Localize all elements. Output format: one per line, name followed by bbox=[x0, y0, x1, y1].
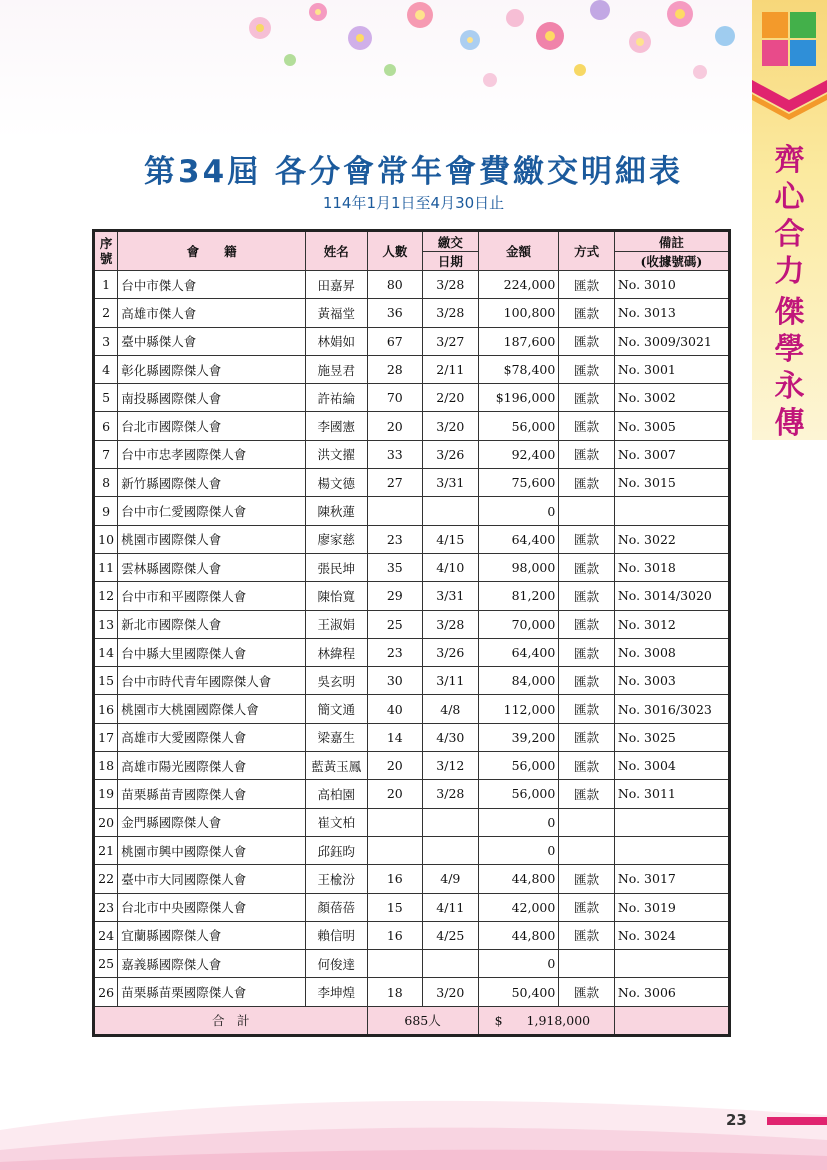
row-note: No. 3024 bbox=[614, 921, 729, 949]
row-seq: 21 bbox=[94, 836, 118, 864]
row-date: 4/8 bbox=[423, 695, 479, 723]
row-amount: 64,400 bbox=[478, 638, 559, 666]
row-note: No. 3001 bbox=[614, 355, 729, 383]
table-row bbox=[94, 440, 730, 468]
row-amount: 56,000 bbox=[478, 780, 559, 808]
table-row bbox=[94, 808, 730, 836]
row-date bbox=[423, 950, 479, 978]
row-date: 4/25 bbox=[423, 921, 479, 949]
row-method: 匯款 bbox=[559, 412, 615, 440]
row-count: 20 bbox=[367, 752, 423, 780]
row-amount: 75,600 bbox=[478, 469, 559, 497]
row-name: 崔文柏 bbox=[305, 808, 367, 836]
table-row bbox=[94, 582, 730, 610]
header-count: 人數 bbox=[367, 231, 423, 271]
row-method: 匯款 bbox=[559, 780, 615, 808]
row-seq: 12 bbox=[94, 582, 118, 610]
row-date: 2/11 bbox=[423, 355, 479, 383]
row-note bbox=[614, 950, 729, 978]
row-date bbox=[423, 836, 479, 864]
row-date: 3/26 bbox=[423, 440, 479, 468]
row-count: 29 bbox=[367, 582, 423, 610]
row-method bbox=[559, 836, 615, 864]
row-name: 楊文德 bbox=[305, 469, 367, 497]
row-count: 20 bbox=[367, 780, 423, 808]
slogan-char: 永 bbox=[774, 369, 805, 404]
row-chapter: 彰化縣國際傑人會 bbox=[118, 355, 306, 383]
row-note: No. 3010 bbox=[614, 271, 729, 299]
row-note: No. 3009/3021 bbox=[614, 327, 729, 355]
row-seq: 7 bbox=[94, 440, 118, 468]
row-count: 40 bbox=[367, 695, 423, 723]
table-row bbox=[94, 695, 730, 723]
total-note bbox=[614, 1006, 729, 1035]
row-count bbox=[367, 950, 423, 978]
row-amount: $78,400 bbox=[478, 355, 559, 383]
row-seq: 8 bbox=[94, 469, 118, 497]
row-date: 3/31 bbox=[423, 582, 479, 610]
row-note: No. 3013 bbox=[614, 299, 729, 327]
row-method: 匯款 bbox=[559, 752, 615, 780]
total-amount: 1,918,000 bbox=[526, 1012, 591, 1028]
row-name: 田嘉昇 bbox=[305, 271, 367, 299]
row-name: 施昱君 bbox=[305, 355, 367, 383]
row-date: 3/28 bbox=[423, 299, 479, 327]
table-row bbox=[94, 469, 730, 497]
row-note: No. 3017 bbox=[614, 865, 729, 893]
total-count: 685人 bbox=[367, 1006, 478, 1035]
table-row bbox=[94, 865, 730, 893]
row-name: 藍黃玉鳳 bbox=[305, 752, 367, 780]
row-method bbox=[559, 497, 615, 525]
row-count: 70 bbox=[367, 384, 423, 412]
row-name: 吳玄明 bbox=[305, 667, 367, 695]
row-chapter: 新北市國際傑人會 bbox=[118, 610, 306, 638]
row-count: 16 bbox=[367, 865, 423, 893]
row-method: 匯款 bbox=[559, 638, 615, 666]
row-name: 簡文通 bbox=[305, 695, 367, 723]
row-method: 匯款 bbox=[559, 695, 615, 723]
row-date: 3/11 bbox=[423, 667, 479, 695]
row-seq: 20 bbox=[94, 808, 118, 836]
row-chapter: 台中市傑人會 bbox=[118, 271, 306, 299]
row-count: 80 bbox=[367, 271, 423, 299]
total-amount-cell bbox=[478, 1006, 614, 1035]
row-note bbox=[614, 497, 729, 525]
row-date: 4/15 bbox=[423, 525, 479, 553]
row-amount: 39,200 bbox=[478, 723, 559, 751]
row-seq: 1 bbox=[94, 271, 118, 299]
row-note bbox=[614, 836, 729, 864]
row-method bbox=[559, 808, 615, 836]
row-method: 匯款 bbox=[559, 525, 615, 553]
row-amount: 224,000 bbox=[478, 271, 559, 299]
row-seq: 11 bbox=[94, 553, 118, 581]
row-note: No. 3006 bbox=[614, 978, 729, 1006]
header-name: 姓名 bbox=[305, 231, 367, 271]
row-count: 36 bbox=[367, 299, 423, 327]
row-note bbox=[614, 808, 729, 836]
row-seq: 26 bbox=[94, 978, 118, 1006]
header-paid-bottom: 日期 bbox=[423, 252, 479, 271]
row-seq: 18 bbox=[94, 752, 118, 780]
header-note-top: 備註 bbox=[614, 231, 729, 252]
row-date: 3/28 bbox=[423, 780, 479, 808]
total-currency: $ bbox=[494, 1012, 503, 1028]
row-date: 3/28 bbox=[423, 610, 479, 638]
row-chapter: 台北市國際傑人會 bbox=[118, 412, 306, 440]
row-note: No. 3007 bbox=[614, 440, 729, 468]
page-number: 23 bbox=[726, 1111, 747, 1129]
row-count: 23 bbox=[367, 638, 423, 666]
header-amount: 金額 bbox=[478, 231, 559, 271]
row-seq: 23 bbox=[94, 893, 118, 921]
table-row bbox=[94, 412, 730, 440]
row-date: 4/10 bbox=[423, 553, 479, 581]
row-chapter: 台中市忠孝國際傑人會 bbox=[118, 440, 306, 468]
row-count: 25 bbox=[367, 610, 423, 638]
row-seq: 9 bbox=[94, 497, 118, 525]
row-date: 4/11 bbox=[423, 893, 479, 921]
row-chapter: 苗栗縣苗青國際傑人會 bbox=[118, 780, 306, 808]
header-paid-top: 繳交 bbox=[423, 231, 479, 252]
row-name: 賴信明 bbox=[305, 921, 367, 949]
row-date: 4/9 bbox=[423, 865, 479, 893]
row-date bbox=[423, 497, 479, 525]
row-date bbox=[423, 808, 479, 836]
row-chapter: 臺中縣傑人會 bbox=[118, 327, 306, 355]
row-seq: 14 bbox=[94, 638, 118, 666]
table-row bbox=[94, 780, 730, 808]
row-chapter: 苗栗縣苗栗國際傑人會 bbox=[118, 978, 306, 1006]
slogan-char: 齊 bbox=[774, 143, 805, 178]
table-row bbox=[94, 723, 730, 751]
row-amount: 187,600 bbox=[478, 327, 559, 355]
row-method: 匯款 bbox=[559, 271, 615, 299]
row-date: 3/26 bbox=[423, 638, 479, 666]
row-chapter: 雲林縣國際傑人會 bbox=[118, 553, 306, 581]
row-seq: 6 bbox=[94, 412, 118, 440]
row-seq: 19 bbox=[94, 780, 118, 808]
row-date: 3/31 bbox=[423, 469, 479, 497]
row-chapter: 嘉義縣國際傑人會 bbox=[118, 950, 306, 978]
row-method: 匯款 bbox=[559, 921, 615, 949]
row-amount: 84,000 bbox=[478, 667, 559, 695]
row-name: 王楡汾 bbox=[305, 865, 367, 893]
row-name: 李坤煌 bbox=[305, 978, 367, 1006]
row-seq: 17 bbox=[94, 723, 118, 751]
row-count: 30 bbox=[367, 667, 423, 695]
table-row bbox=[94, 978, 730, 1006]
row-seq: 13 bbox=[94, 610, 118, 638]
header-note-bottom: (收據號碼) bbox=[614, 252, 729, 271]
row-count: 67 bbox=[367, 327, 423, 355]
row-chapter: 高雄市傑人會 bbox=[118, 299, 306, 327]
row-count bbox=[367, 808, 423, 836]
row-name: 邱鈺昀 bbox=[305, 836, 367, 864]
row-name: 顏蓓蓓 bbox=[305, 893, 367, 921]
row-name: 何俊達 bbox=[305, 950, 367, 978]
row-amount: 56,000 bbox=[478, 752, 559, 780]
row-seq: 3 bbox=[94, 327, 118, 355]
header-chapter: 會 籍 bbox=[118, 231, 306, 271]
row-amount: 0 bbox=[478, 836, 559, 864]
table-row bbox=[94, 836, 730, 864]
table-row bbox=[94, 638, 730, 666]
row-note: No. 3011 bbox=[614, 780, 729, 808]
row-amount: 100,800 bbox=[478, 299, 559, 327]
row-note: No. 3022 bbox=[614, 525, 729, 553]
row-amount: 56,000 bbox=[478, 412, 559, 440]
row-count: 27 bbox=[367, 469, 423, 497]
row-chapter: 宜蘭縣國際傑人會 bbox=[118, 921, 306, 949]
row-date: 3/20 bbox=[423, 412, 479, 440]
row-amount: 64,400 bbox=[478, 525, 559, 553]
row-amount: 42,000 bbox=[478, 893, 559, 921]
row-name: 陳怡寬 bbox=[305, 582, 367, 610]
table-row bbox=[94, 271, 730, 299]
table-row bbox=[94, 299, 730, 327]
row-count bbox=[367, 836, 423, 864]
row-seq: 22 bbox=[94, 865, 118, 893]
row-method: 匯款 bbox=[559, 553, 615, 581]
row-name: 林緯程 bbox=[305, 638, 367, 666]
row-count bbox=[367, 497, 423, 525]
row-date: 3/28 bbox=[423, 271, 479, 299]
row-method bbox=[559, 950, 615, 978]
row-date: 4/30 bbox=[423, 723, 479, 751]
row-count: 18 bbox=[367, 978, 423, 1006]
total-row bbox=[94, 1006, 730, 1035]
row-chapter: 南投縣國際傑人會 bbox=[118, 384, 306, 412]
slogan-char: 合 bbox=[774, 217, 805, 252]
table-row bbox=[94, 921, 730, 949]
row-method: 匯款 bbox=[559, 355, 615, 383]
row-method: 匯款 bbox=[559, 299, 615, 327]
row-name: 王淑娟 bbox=[305, 610, 367, 638]
row-seq: 16 bbox=[94, 695, 118, 723]
row-method: 匯款 bbox=[559, 723, 615, 751]
row-method: 匯款 bbox=[559, 327, 615, 355]
page-subtitle: 114年1月1日至4月30日止 bbox=[322, 194, 505, 212]
row-amount: 70,000 bbox=[478, 610, 559, 638]
row-date: 3/27 bbox=[423, 327, 479, 355]
table-row bbox=[94, 610, 730, 638]
row-chapter: 桃園市大桃園國際傑人會 bbox=[118, 695, 306, 723]
table-row bbox=[94, 553, 730, 581]
row-chapter: 新竹縣國際傑人會 bbox=[118, 469, 306, 497]
row-note: No. 3008 bbox=[614, 638, 729, 666]
header-method: 方式 bbox=[559, 231, 615, 271]
row-note: No. 3005 bbox=[614, 412, 729, 440]
row-name: 許祐綸 bbox=[305, 384, 367, 412]
row-count: 20 bbox=[367, 412, 423, 440]
row-chapter: 台中市仁愛國際傑人會 bbox=[118, 497, 306, 525]
row-seq: 4 bbox=[94, 355, 118, 383]
row-amount: 92,400 bbox=[478, 440, 559, 468]
row-name: 陳秋蓮 bbox=[305, 497, 367, 525]
row-chapter: 桃園市國際傑人會 bbox=[118, 525, 306, 553]
row-amount: 0 bbox=[478, 808, 559, 836]
row-method: 匯款 bbox=[559, 384, 615, 412]
row-method: 匯款 bbox=[559, 469, 615, 497]
row-name: 梁嘉生 bbox=[305, 723, 367, 751]
row-seq: 5 bbox=[94, 384, 118, 412]
slogan-line-2 bbox=[752, 294, 827, 442]
row-method: 匯款 bbox=[559, 582, 615, 610]
row-count: 14 bbox=[367, 723, 423, 751]
row-method: 匯款 bbox=[559, 440, 615, 468]
table-row bbox=[94, 384, 730, 412]
row-name: 李國憲 bbox=[305, 412, 367, 440]
row-chapter: 台北市中央國際傑人會 bbox=[118, 893, 306, 921]
page-title: 第34屆 各分會常年會費繳交明細表 bbox=[144, 154, 683, 190]
row-count: 28 bbox=[367, 355, 423, 383]
slogan-char: 學 bbox=[774, 332, 805, 367]
row-amount: 50,400 bbox=[478, 978, 559, 1006]
slogan-char: 力 bbox=[774, 254, 805, 289]
row-seq: 24 bbox=[94, 921, 118, 949]
page-accent-bar bbox=[767, 1117, 827, 1125]
row-method: 匯款 bbox=[559, 610, 615, 638]
row-amount: 112,000 bbox=[478, 695, 559, 723]
row-seq: 15 bbox=[94, 667, 118, 695]
row-name: 黃福堂 bbox=[305, 299, 367, 327]
row-amount: 0 bbox=[478, 950, 559, 978]
row-chapter: 台中縣大里國際傑人會 bbox=[118, 638, 306, 666]
row-amount: 44,800 bbox=[478, 865, 559, 893]
slogan-char: 心 bbox=[774, 180, 805, 215]
row-seq: 10 bbox=[94, 525, 118, 553]
table-row bbox=[94, 893, 730, 921]
row-amount: $196,000 bbox=[478, 384, 559, 412]
row-note: No. 3016/3023 bbox=[614, 695, 729, 723]
row-date: 2/20 bbox=[423, 384, 479, 412]
row-count: 23 bbox=[367, 525, 423, 553]
bottom-wave-decoration bbox=[0, 1070, 827, 1170]
row-note: No. 3019 bbox=[614, 893, 729, 921]
row-note: No. 3025 bbox=[614, 723, 729, 751]
row-method: 匯款 bbox=[559, 667, 615, 695]
row-chapter: 台中市時代青年國際傑人會 bbox=[118, 667, 306, 695]
table-row bbox=[94, 950, 730, 978]
total-label: 合 計 bbox=[94, 1006, 368, 1035]
row-chapter: 台中市和平國際傑人會 bbox=[118, 582, 306, 610]
row-name: 洪文擢 bbox=[305, 440, 367, 468]
row-date: 3/20 bbox=[423, 978, 479, 1006]
row-note: No. 3004 bbox=[614, 752, 729, 780]
row-count: 33 bbox=[367, 440, 423, 468]
row-chapter: 高雄市大愛國際傑人會 bbox=[118, 723, 306, 751]
row-note: No. 3018 bbox=[614, 553, 729, 581]
flower-banner-image bbox=[230, 0, 760, 120]
row-note: No. 3015 bbox=[614, 469, 729, 497]
slogan-char: 傑 bbox=[774, 295, 805, 330]
row-note: No. 3012 bbox=[614, 610, 729, 638]
row-date: 3/12 bbox=[423, 752, 479, 780]
header-seq: 序號 bbox=[94, 231, 118, 271]
row-method: 匯款 bbox=[559, 893, 615, 921]
row-name: 張民坤 bbox=[305, 553, 367, 581]
row-note: No. 3003 bbox=[614, 667, 729, 695]
row-count: 16 bbox=[367, 921, 423, 949]
row-chapter: 桃園市興中國際傑人會 bbox=[118, 836, 306, 864]
row-chapter: 臺中市大同國際傑人會 bbox=[118, 865, 306, 893]
row-amount: 0 bbox=[478, 497, 559, 525]
row-count: 35 bbox=[367, 553, 423, 581]
fee-table bbox=[92, 229, 731, 1037]
row-name: 林娟如 bbox=[305, 327, 367, 355]
slogan-char: 傳 bbox=[774, 406, 805, 441]
row-chapter: 金門縣國際傑人會 bbox=[118, 808, 306, 836]
row-chapter: 高雄市陽光國際傑人會 bbox=[118, 752, 306, 780]
table-row bbox=[94, 752, 730, 780]
row-amount: 98,000 bbox=[478, 553, 559, 581]
row-amount: 44,800 bbox=[478, 921, 559, 949]
row-amount: 81,200 bbox=[478, 582, 559, 610]
row-method: 匯款 bbox=[559, 978, 615, 1006]
table-row bbox=[94, 497, 730, 525]
row-seq: 25 bbox=[94, 950, 118, 978]
row-name: 高柏園 bbox=[305, 780, 367, 808]
row-note: No. 3002 bbox=[614, 384, 729, 412]
row-method: 匯款 bbox=[559, 865, 615, 893]
table-row bbox=[94, 355, 730, 383]
row-seq: 2 bbox=[94, 299, 118, 327]
table-row bbox=[94, 327, 730, 355]
puzzle-logo-image bbox=[752, 0, 827, 120]
table-row bbox=[94, 667, 730, 695]
row-count: 15 bbox=[367, 893, 423, 921]
row-name: 廖家慈 bbox=[305, 525, 367, 553]
row-note: No. 3014/3020 bbox=[614, 582, 729, 610]
table-row bbox=[94, 525, 730, 553]
